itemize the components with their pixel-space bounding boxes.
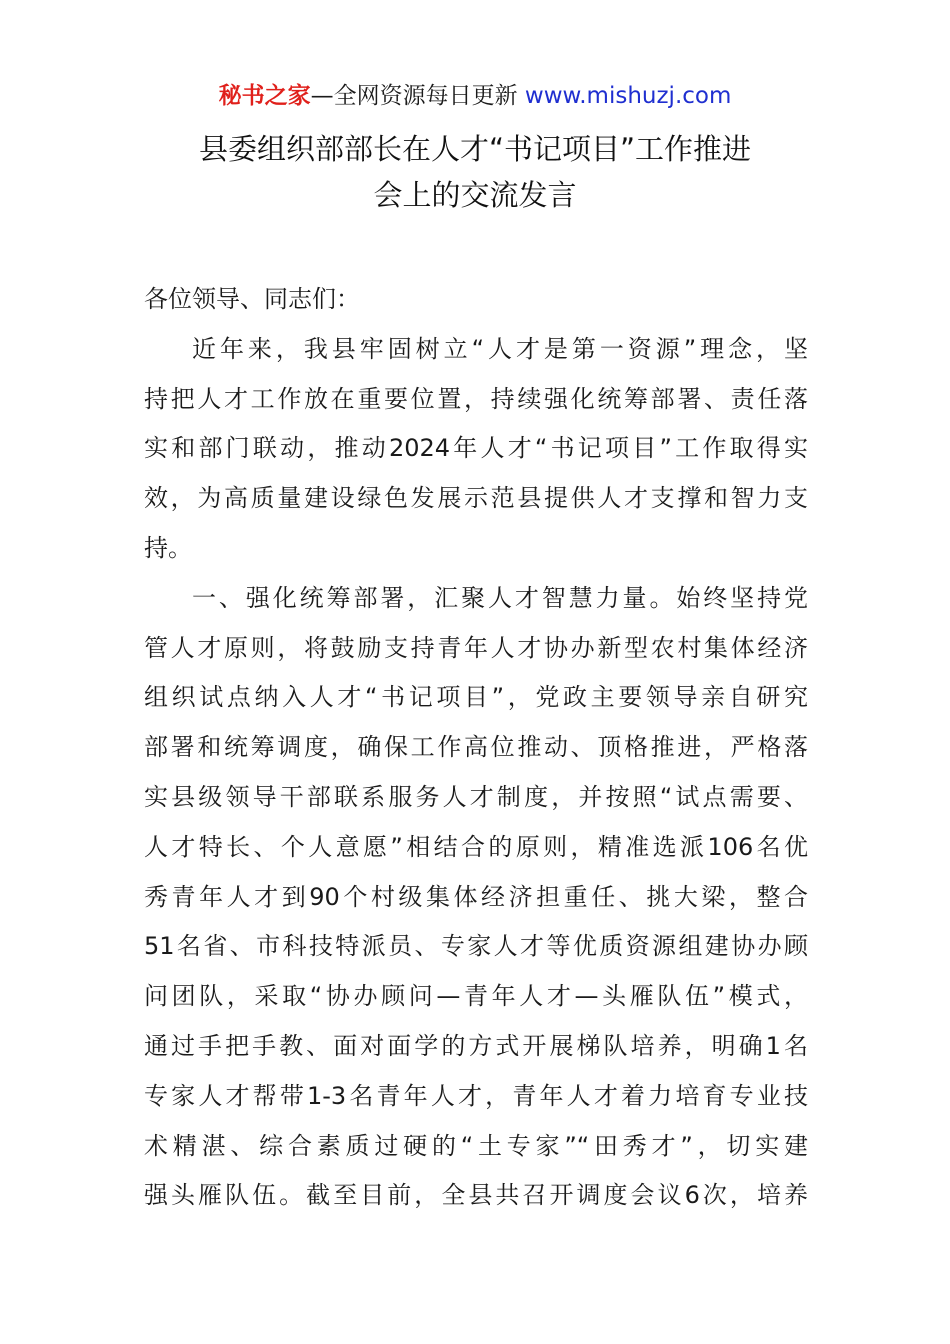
body-line: 专家人才帮带1-3名青年人才，青年人才着力培育专业技 [144, 1081, 808, 1110]
section-heading-line: 一、强化统筹部署，汇聚人才智慧力量。始终坚持党 [192, 583, 808, 612]
document-body [144, 275, 808, 1221]
body-line: 近年来，我县牢固树立“人才是第一资源”理念，坚 [192, 334, 808, 363]
body-line: 管人才原则，将鼓励支持青年人才协办新型农村集体经济 [144, 633, 808, 662]
salutation: 各位领导、同志们： [144, 285, 360, 313]
site-url-link[interactable]: www.mishuzj.com [524, 83, 732, 109]
document-title [130, 126, 820, 218]
title-line-1: 县委组织部部长在人才“书记项目”工作推进 [198, 132, 752, 166]
body-line: 人才特长、个人意愿”相结合的原则，精准选派106名优 [144, 832, 808, 861]
body-line: 组织试点纳入人才“书记项目”，党政主要领导亲自研究 [144, 683, 808, 712]
body-line: 持把人才工作放在重要位置，持续强化统筹部署、责任落 [144, 384, 808, 413]
body-line: 效，为高质量建设绿色发展示范县提供人才支撑和智力支 [144, 484, 808, 513]
body-line: 术精湛、综合素质过硬的“土专家”“田秀才”，切实建 [144, 1131, 808, 1160]
body-line: 实和部门联动，推动2024年人才“书记项目”工作取得实 [144, 434, 808, 463]
header-tagline: —全网资源每日更新 [310, 83, 525, 109]
body-line: 51名省、市科技特派员、专家人才等优质资源组建协办顾 [144, 932, 808, 961]
body-line: 实县级领导干部联系服务人才制度，并按照“试点需要、 [144, 782, 808, 811]
body-line: 问团队，采取“协办顾问—青年人才—头雁队伍”模式， [144, 982, 808, 1011]
body-line: 强头雁队伍。截至目前，全县共召开调度会议6次，培养 [144, 1181, 808, 1210]
body-line: 部署和统筹调度，确保工作高位推动、顶格推进，严格落 [144, 733, 808, 762]
body-line: 通过手把手教、面对面学的方式开展梯队培养，明确1名 [144, 1031, 808, 1060]
body-line: 持。 [144, 533, 192, 562]
brand-name: 秘书之家 [218, 83, 311, 109]
body-line: 秀青年人才到90个村级集体经济担重任、挑大梁，整合 [144, 882, 808, 911]
site-header [0, 80, 950, 112]
title-line-2: 会上的交流发言 [373, 178, 577, 212]
